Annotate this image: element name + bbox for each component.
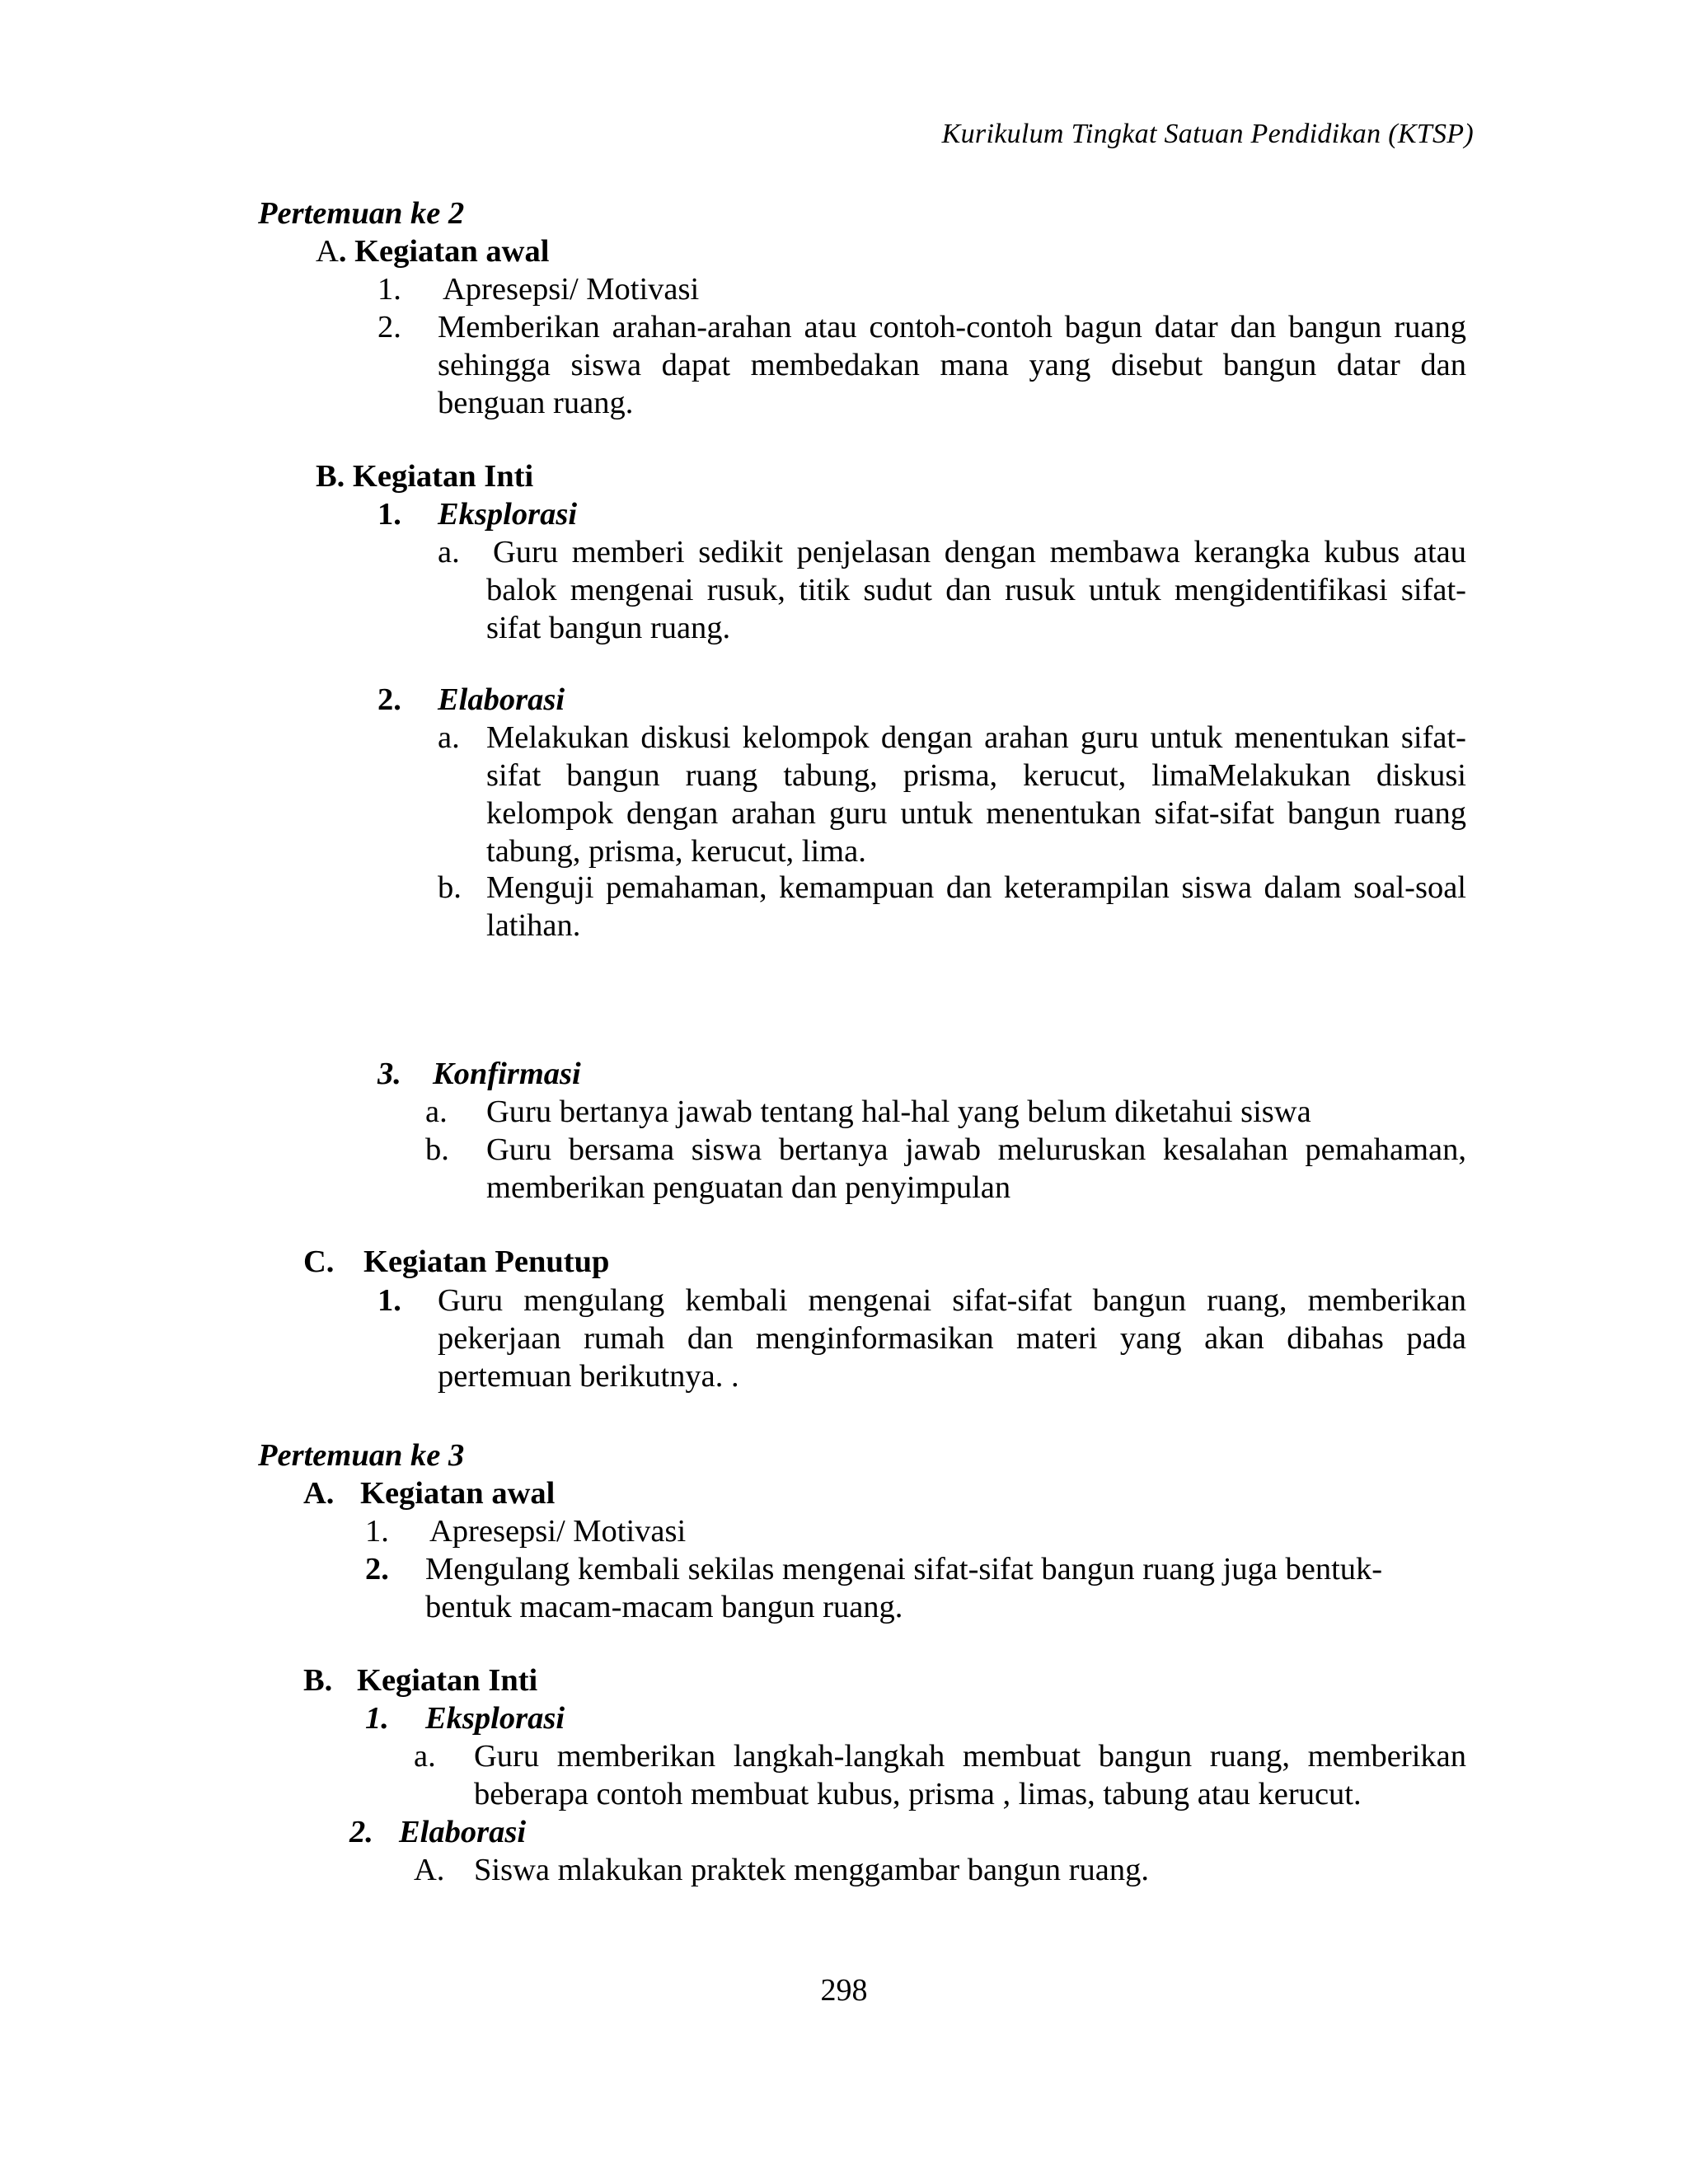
list-item-text: Guru bersama siswa bertanya jawab meluruskan kesalahan pemahaman, memberikan penguatan dan penyimpulan	[486, 1132, 1466, 1205]
subsection-title-elaborasi: Elaborasi	[438, 682, 565, 717]
subsection-number: 2.	[349, 1815, 373, 1849]
list-item-text: Siswa mlakukan praktek menggambar bangun ruang.	[474, 1853, 1149, 1887]
list-item-text: Guru mengulang kembali mengenai sifat-sifat bangun ruang, memberikan pekerjaan rumah dan menginformasikan materi yang akan dibahas pada pertemuan berikutnya. .	[438, 1283, 1466, 1394]
meeting-3-section-b-heading: Kegiatan Inti	[357, 1663, 538, 1698]
meeting-2-section-c-heading: Kegiatan Penutup	[363, 1244, 610, 1279]
meeting-2-title: Pertemuan ke 2	[258, 196, 465, 231]
list-letter: a.	[438, 535, 460, 569]
list-item-text: Melakukan diskusi kelompok dengan arahan guru untuk menentukan sifat-sifat bangun ruang tabung, prisma, kerucut, limaMelakukan diskusi kelompok dengan arahan guru untuk menentukan sifat-sifat bangun ruang tabung, prisma, kerucut, lima.	[486, 720, 1466, 869]
meeting-2-section-a-heading	[316, 232, 549, 270]
meeting-3-title: Pertemuan ke 3	[258, 1438, 465, 1473]
list-letter: a.	[425, 1094, 448, 1129]
list-item-text: Guru bertanya jawab tentang hal-hal yang belum diketahui siswa	[486, 1094, 1311, 1129]
list-number: 2.	[365, 1552, 389, 1586]
list-letter: A.	[414, 1853, 445, 1887]
list-letter: b.	[425, 1132, 449, 1167]
section-letter: C.	[303, 1244, 335, 1279]
section-letter: B.	[303, 1663, 333, 1698]
subsection-number: 2.	[377, 682, 401, 717]
list-item-text: Apresepsi/ Motivasi	[429, 1514, 687, 1549]
subsection-number: 3.	[377, 1057, 401, 1091]
list-item-text: Apresepsi/ Motivasi	[443, 272, 700, 307]
list-number: 1.	[377, 272, 401, 307]
list-item-text: Menguji pemahaman, kemampuan dan keterampilan siswa dalam soal-soal latihan.	[486, 870, 1466, 943]
subsection-title-eksplorasi: Eksplorasi	[425, 1701, 565, 1736]
list-number: 1.	[365, 1514, 389, 1549]
subsection-title-eksplorasi: Eksplorasi	[438, 497, 578, 532]
meeting-2-section-b-heading: B. Kegiatan Inti	[316, 459, 534, 494]
section-letter: A	[316, 234, 339, 269]
subsection-number: 1.	[377, 497, 401, 532]
section-title: . Kegiatan awal	[338, 234, 550, 269]
list-letter: a.	[414, 1739, 436, 1774]
list-item-text: Memberikan arahan-arahan atau contoh-contoh bagun datar dan bangun ruang sehingga siswa dapat membedakan mana yang disebut bangun datar dan benguan ruang.	[438, 310, 1466, 420]
list-item-text: Mengulang kembali sekilas mengenai sifat-sifat bangun ruang juga bentuk-bentuk macam-macam bangun ruang.	[425, 1552, 1383, 1624]
list-letter: a.	[438, 720, 460, 755]
subsection-title-elaborasi: Elaborasi	[399, 1815, 527, 1849]
list-letter: b.	[438, 870, 462, 905]
running-header: Kurikulum Tingkat Satuan Pendidikan (KTSP)	[941, 119, 1474, 149]
subsection-title-konfirmasi: Konfirmasi	[433, 1057, 581, 1091]
list-number: 1.	[377, 1283, 401, 1318]
subsection-number: 1.	[365, 1701, 389, 1736]
list-item-text: Guru memberi sedikit penjelasan dengan membawa kerangka kubus atau balok mengenai rusuk, titik sudut dan rusuk untuk mengidentifikasi sifat-sifat bangun ruang.	[486, 535, 1466, 645]
list-number: 2.	[377, 310, 401, 344]
list-item-text: Guru memberikan langkah-langkah membuat bangun ruang, memberikan beberapa contoh membuat kubus, prisma , limas, tabung atau kerucut.	[474, 1739, 1466, 1811]
page-number: 298	[820, 1973, 868, 2008]
meeting-3-section-a-heading: Kegiatan awal	[360, 1476, 556, 1511]
section-letter: A.	[303, 1476, 335, 1511]
